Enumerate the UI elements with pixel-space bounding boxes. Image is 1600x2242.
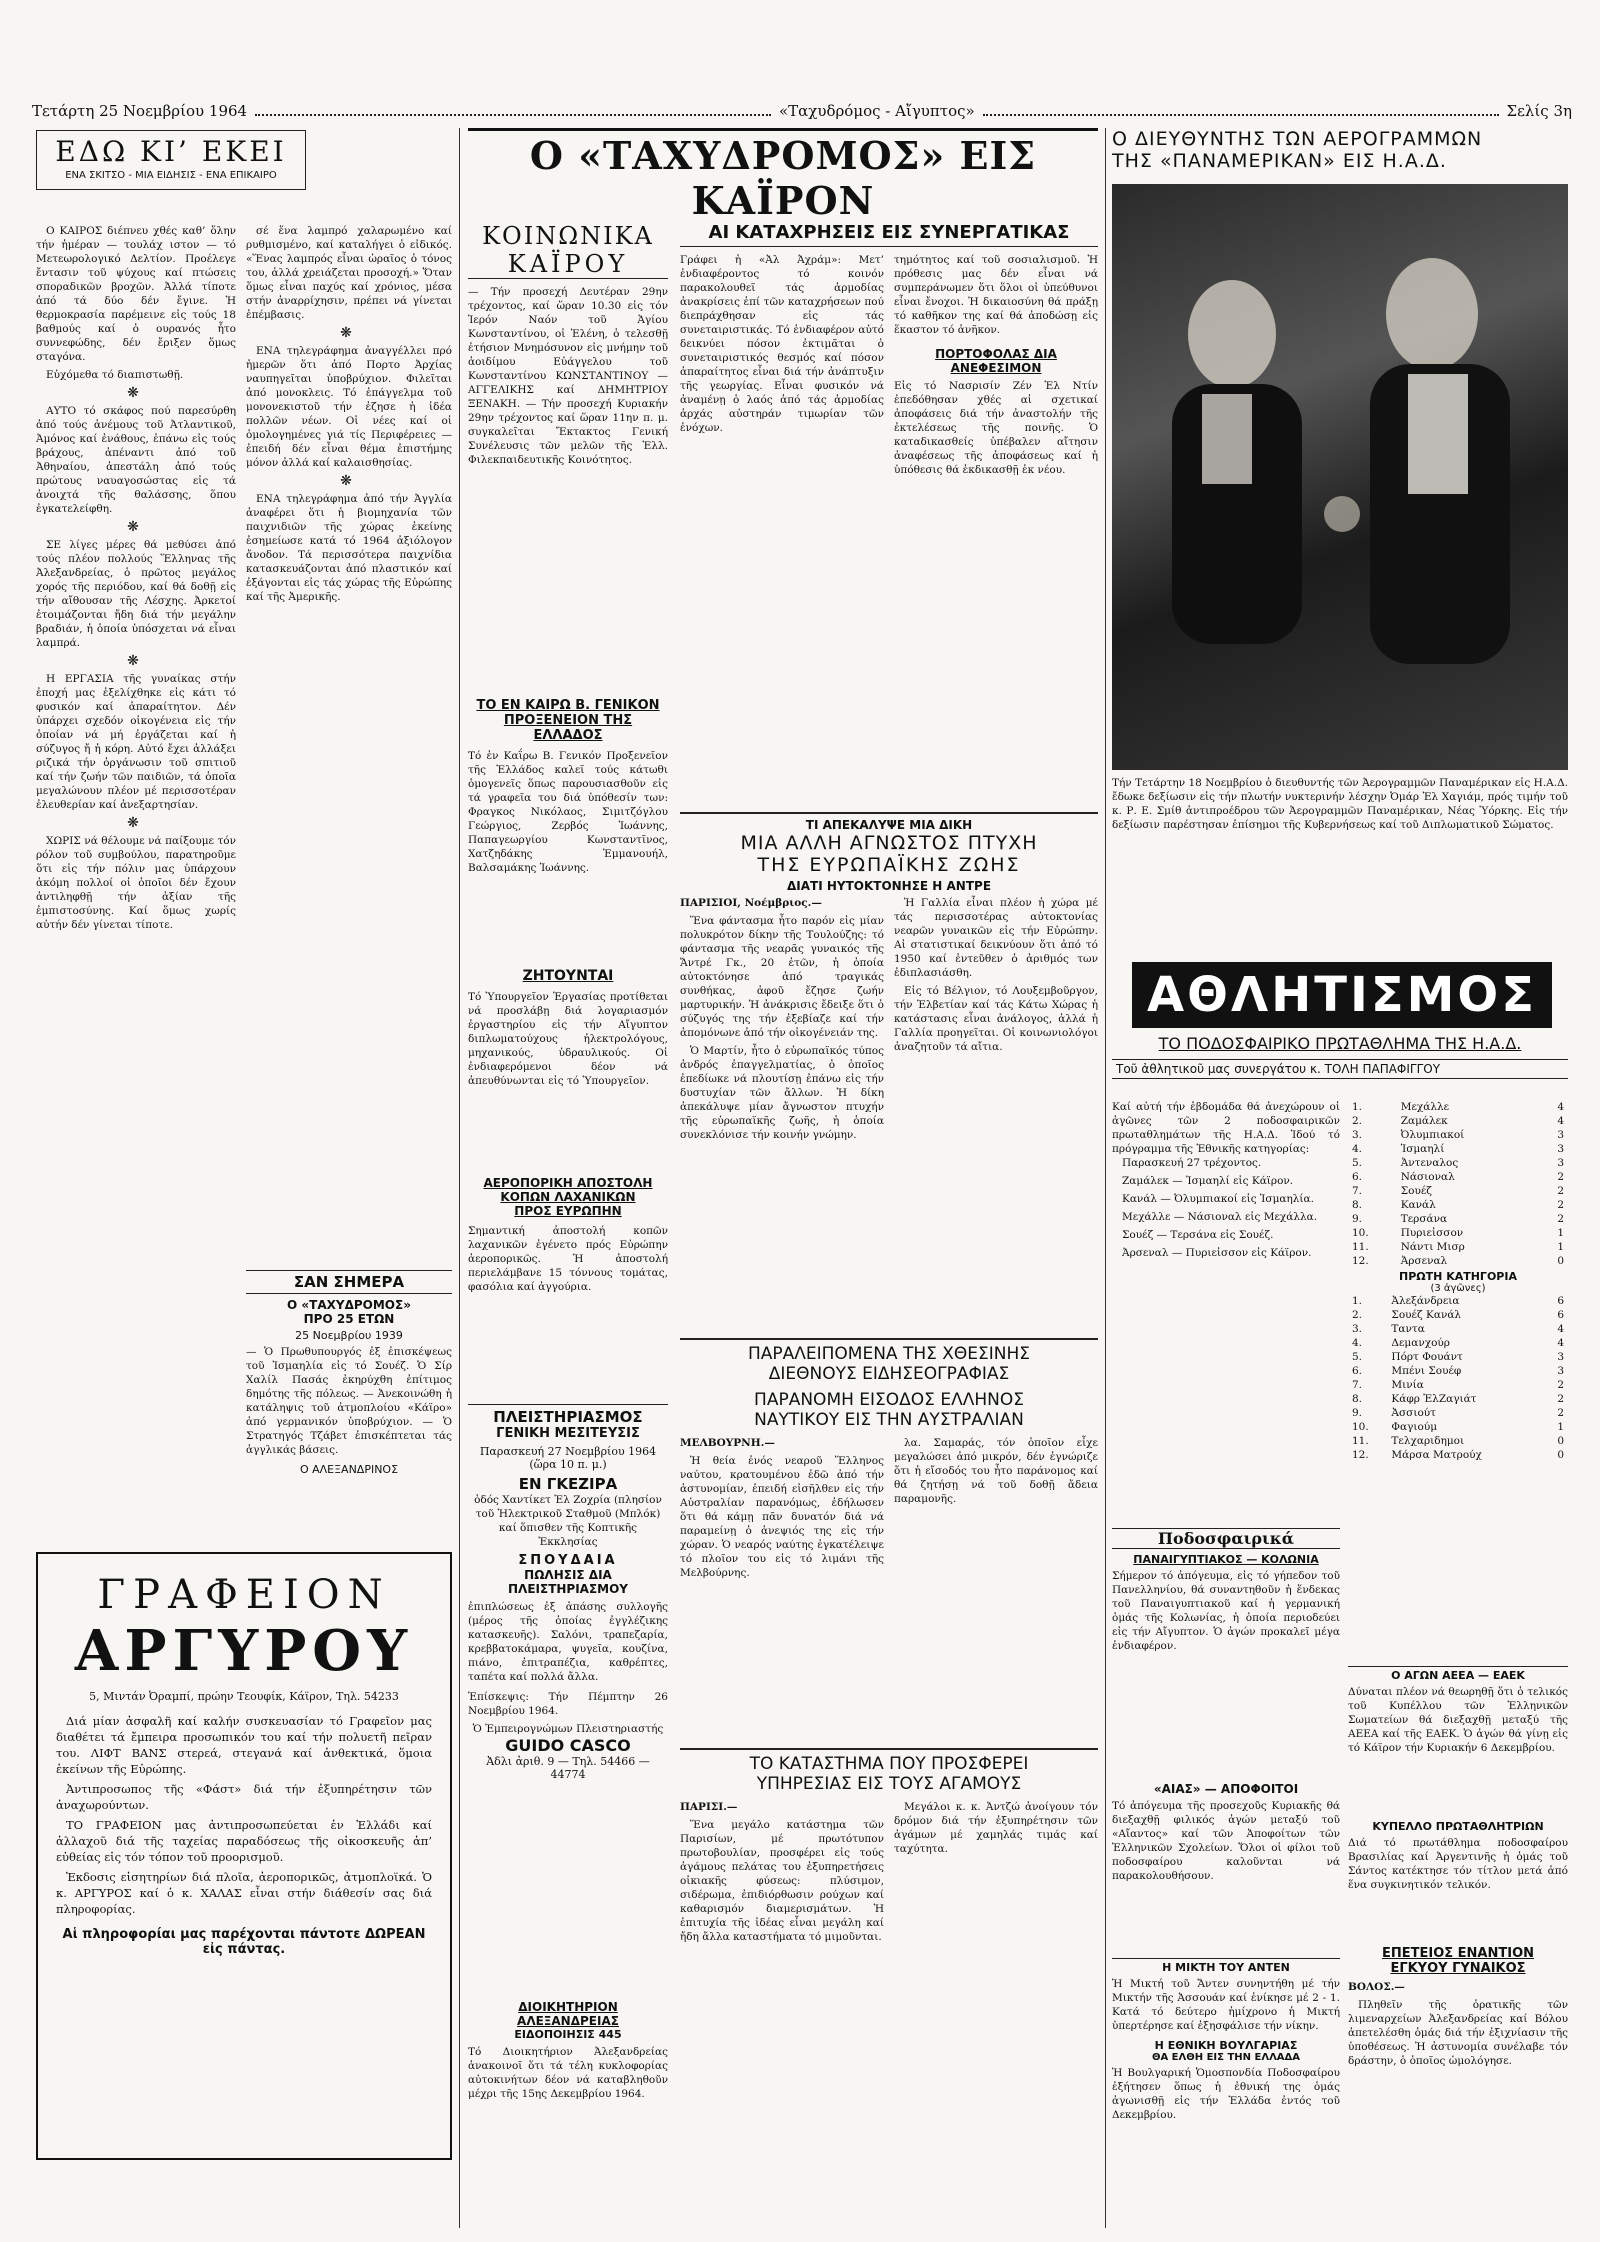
standings-team: Μπένι Σουέφ: [1391, 1365, 1462, 1377]
sports-byline: Τοῦ ἀθλητικοῦ μας συνεργάτου κ. ΤΟΛΗ ΠΑΠΑΦΙΓΓΟΥ: [1112, 1059, 1568, 1079]
standings-row: [1348, 1254, 1568, 1268]
header-paper: «Ταχυδρόμος - Αἴγυπτος»: [778, 102, 975, 120]
standings-team: Φαγιούμ: [1391, 1421, 1438, 1433]
standings-box: [1348, 1100, 1568, 1660]
sports-intro: Καί αὐτή τήν ἑβδομάδα θά ἀνεχώρουν οἱ ἀγῶνες τῶν 2 ποδοσφαιρικῶν πρωταθλημάτων τῆς Η.Α.Δ. Ἰδού τό πρόγραμμα τῆς Ἐθνικῆς κατηγορίας:: [1112, 1101, 1340, 1155]
standings-rank: 7.: [1352, 1185, 1363, 1197]
standings-rank: 12.: [1352, 1449, 1369, 1461]
bulgaria-text: Ἡ Βουλγαρική Ὁμοσπονδία Ποδοσφαίρου ἐξήτησεν ὅπως ἡ ἐθνική της ὁμάς ἀγωνισθῇ εἰς τήν Ἑλλάδα ἐντός τοῦ Δεκεμβρίου.: [1112, 2067, 1340, 2121]
standings-team: Τερσάνα: [1400, 1213, 1448, 1225]
bulgaria-title: Η ΕΘΝΙΚΗ ΒΟΥΛΓΑΡΙΑΣ: [1154, 2039, 1298, 2052]
standings-rank: 10.: [1352, 1421, 1369, 1433]
cooperatives-article: [680, 222, 1098, 802]
standings-team: Κάφρ ἘλΖαγιάτ: [1391, 1393, 1477, 1405]
standings-rank: 7.: [1352, 1379, 1363, 1391]
page-header: [32, 100, 1572, 122]
auction-sale: ΠΩΛΗΣΙΣ ΔΙΑ ΠΛΕΙΣΤΗΡΙΑΣΜΟΥ: [508, 1568, 628, 1596]
standings-team: Ἀσσιούτ: [1391, 1407, 1436, 1419]
store-paragraph: Μεγάλοι κ. κ. Ἀντζώ ἀνοίγουν τόν δρόμον διά τήν ἐξυπηρέτησιν τῶν ἀγάμων μέ χαμηλάς τιμάς καί ταχύτητα.: [894, 1801, 1098, 1855]
standings-row: [1348, 1212, 1568, 1226]
separator-ornament: ❋: [127, 519, 145, 535]
standings-points: 2: [1557, 1379, 1564, 1391]
australia-headline-2: ΝΑΥΤΙΚΟΥ ΕΙΣ ΤΗΝ ΑΥΣΤΡΑΛΙΑΝ: [754, 1410, 1024, 1430]
auction-viewing: Ἐπίσκεψις: Τήν Πέμπτην 26 Νοεμβρίου 1964.: [468, 1691, 668, 1717]
sports-fixtures: [1112, 1100, 1340, 1520]
cooperatives-text: Γράφει ἡ «Ἀλ Ἀχράμ»: Μετ’ ἐνδιαφέροντος τό κοινόν παρακολουθεῖ τάς ἀρμοδίας ἀνακρίσεις ἐπί τῶν καταχρήσεων πού διεπράχθησαν εἰς τάς συνεταιριστικάς. Τό ἐνδιαφέρον αὐτό δεικνύει πόσον ἐκτιμᾶται ὁ συνεταιριστικός θεσμός καί πόσον ἀπαραίτητος εἶναι διά τήν ἀνάπτυξιν τῆς γεωργίας. Εἶναι φυσικόν νά ἀναμένῃ ὁ λαός ἀπό τάς ἁρμοδίας ἀρχάς αὐστηράν τιμωρίαν τῶν ἐνόχων.: [680, 254, 884, 434]
australia-paragraph: Ἡ θεία ἐνός νεαροῦ Ἕλληνος ναύτου, κρατουμένου ἐδῶ ἀπό τήν ἀστυνομίαν, ἐπειδή εἰσῆλθεν εἰς τήν Αὐστραλίαν παρανόμως, ἐδήλωσεν ὅτι θά κάμῃ πᾶν δυνατόν διά νά παραμείνῃ ὁ ἀνεψιός της εἰς τήν χώραν. Ὁ νεαρός ναύτης ἐγκατέλειψε τό πλοῖον του εἰς τό λιμάνι τῆς Μελβούρνης.: [680, 1455, 884, 1579]
adent-text: Ἡ Μικτή τοῦ Ἄντεν συνηντήθη μέ τήν Μικτήν τῆς Ἀσσουάν καί ἐνίκησε μέ 2 - 1. Κατά τό δεύτερο ἡμίχρονο ἡ Μικτή ὑπερτέρησε καί ἐξησφάλισε τήν νίκην.: [1112, 1978, 1340, 2032]
trial-paragraph: Ἡ Γαλλία εἶναι πλέον ἡ χώρα μέ τάς περισσοτέρας αὐτοκτονίας νεαρῶν γυναικῶν εἰς τήν Εὐρώπην. Αἱ στατιστικαί δεικνύουν ὅτι ἀπό τό 1950 καί ἐντεῦθεν ὁ ἀριθμός των ἐδιπλασιάσθη.: [894, 897, 1098, 979]
standings-row: [1348, 1240, 1568, 1254]
standings-points: 0: [1557, 1255, 1564, 1267]
standings-points: 2: [1557, 1171, 1564, 1183]
ad-paragraph: Ἐκδοσις εἰσητηρίων διά πλοῖα, ἀεροπορικῶς, ἀτμοπλοϊκά. Ὁ κ. ΑΡΓΥΡΟΣ καί ὁ κ. ΧΑΛΑΣ εἶναι στήν διάθεσίν σας διά πληροφορίας.: [56, 1870, 432, 1916]
volos-title-2: ΕΓΚΥΟΥ ΓΥΝΑΙΚΟΣ: [1390, 1961, 1526, 1976]
auction-place: ὁδός Χαντίκετ Ἐλ Ζοχρία (πλησίον τοῦ Ἠλεκτρικοῦ Σταθμοῦ (Μπλόκ) καί ὅπισθεν τῆς Κοπτικῆς Ἐκκλησίας: [474, 1494, 662, 1548]
trial-article: [680, 812, 1098, 1332]
standings-team: Ζαμάλεκ: [1400, 1115, 1448, 1127]
column-rule: [1105, 128, 1106, 2228]
ad-footer: Αἱ πληροφορίαι μας παρέχονται πάντοτε ΔΩΡΕΑΝ εἰς πάντας.: [62, 1927, 426, 1957]
standings-points: 3: [1557, 1157, 1564, 1169]
standings-rank: 10.: [1352, 1227, 1369, 1239]
paragraph: σέ ἕνα λαμπρό χαλαρωμένο καί ρυθμισμένο, καί καταλήγει ὁ εἰδικός. «Ἕνας λαμπρός εἶναι ὡραῖος ὁ τόνος του, ἀλλά χρειάζεται προσοχή.» Ὅταν ὅμως εἶναι παχύς καί χρόνιος, μέσα στήν ἀναρρίχησιν, πρέπει νά γίνεται ἐπέμβασις.: [246, 225, 452, 321]
trial-paragraph: Εἰς τό Βέλγιον, τό Λουξεμβοῦργον, τήν Ἑλβετίαν καί τάς Κάτω Χώρας ἡ κατάστασις εἶναι ἀνάλογος, ἀλλά ἡ Γαλλία προηγεῖται. Οἱ κοινωνιολόγοι ἀναζητοῦν τά αἴτια.: [894, 985, 1098, 1053]
standings-row: [1348, 1226, 1568, 1240]
international-news-article: [680, 1338, 1098, 1738]
volos-article: [1348, 1946, 1568, 2208]
standings-points: 3: [1557, 1129, 1564, 1141]
paragraph: ΑΥΤΟ τό σκάφος πού παρεσύρθη ἀπό τούς ἀνέμους τοῦ Ἀτλαντικοῦ, Ἀμόνος καί ἐνάθους, ἐπάνω εἰς τούς βράχους, ἀπέναντι ἀπό τοῦ Ἀθηναίου, ἀπεστάλη ἀπό τούς πρώτους ναυαγοσώστας εἰς τά ἀνοιχτά τῆς θαλάσσης, ὅπου ἐγκατελείφθη.: [36, 405, 236, 515]
air-freight-text: Σημαντική ἀποστολή κοπῶν λαχανικῶν ἐγένετο πρός Εὐρώπην ἀεροπορικῶς. Ἡ ἀποστολή περιελάμβανε 15 τόννους τομάτας, φασόλια καί ἀγγούρια.: [468, 1225, 668, 1293]
aeea-text: Δύναται πλέον νά θεωρηθῇ ὅτι ὁ τελικός τοῦ Κυπέλλου τῶν Ἑλληνικῶν Σωματείων θά διεξαχθῇ μεταξύ τῆς ΑΕΕΑ καί τῆς ΕΑΕΚ. Ὁ ἀγών θά γίνῃ εἰς τό Κάϊρον τήν Κυριακήν 6 Δεκεμβρίου.: [1348, 1686, 1568, 1754]
match-title: ΠΑΝΑΙΓΥΠΤΙΑΚΟΣ — ΚΟΛΩΝΙΑ: [1133, 1553, 1319, 1566]
standings-team: Μεχάλλε: [1400, 1101, 1450, 1113]
header-page-number: Σελίς 3η: [1506, 102, 1572, 120]
wanted-text: Τό Ὑπουργεῖον Ἐργασίας προτίθεται νά προσλάβῃ διά λογαριασμόν ἐργαστηρίου εἰς τήν Αἴγυπτον διπλωματούχους ἠλεκτρολόγους, μηχανικούς, ὑδραυλικούς. Οἱ ἐνδιαφερόμενοι δέον νά ἀπευθύνωνται εἰς τό Ὑπουργεῖον.: [468, 991, 668, 1087]
standings-row: [1348, 1100, 1568, 1114]
standings-rank: 5.: [1352, 1157, 1363, 1169]
standings-row: [1348, 1128, 1568, 1142]
fixture-item: Σουέζ — Τερσάνα εἰς Σουέζ.: [1122, 1229, 1274, 1241]
standings-row: [1348, 1156, 1568, 1170]
paragraph: Ο ΚΑΙΡΟΣ διέπνευ χθές καθ’ ὅλην τήν ἡμέραν — τουλάχ ιστον — τό Μετεωρολογικό Δελτίον. Προέλεγε ἔντασιν τοῦ ψύχους καί πτώσεις σποραδικῶν βροχῶν. Ἀλλά τίποτε ἀπό τά δύο δέν ἔγινε. Ἡ θερμοκρασία παρέμεινε εἰς τούς 18 βαθμούς καί ὁ ουρανός ἦτο συννεφώδης, δέν ἔριξεν ὅμως σταγόνα.: [36, 225, 236, 363]
standings-team: Νάντι Μισρ: [1400, 1241, 1465, 1253]
store-article: [680, 1748, 1098, 2188]
standings-row: [1348, 1378, 1568, 1392]
panam-title: Ο ΔΙΕΥΘΥΝΤΗΣ ΤΩΝ ΑΕΡΟΓΡΑΜΜΩΝ: [1112, 128, 1483, 150]
standings-team: Ὀλυμπιακοί: [1400, 1129, 1465, 1141]
consulate-box: [468, 698, 668, 958]
store-dateline: ΠΑΡΙΣΙ.—: [680, 1801, 738, 1813]
air-freight-box: [468, 1176, 668, 1396]
standings-row: [1348, 1364, 1568, 1378]
fixture-item: Παρασκευή 27 τρέχοντος.: [1122, 1157, 1262, 1169]
aias-article: [1112, 1782, 1340, 1952]
standings-points: 1: [1557, 1227, 1564, 1239]
separator-ornament: ❋: [340, 473, 358, 489]
standings-team: Ἀρσεναλ: [1400, 1255, 1448, 1267]
ad-paragraph: ΤΟ ΓΡΑΦΕΙΟΝ μας ἀντιπροσωπεύεται ἐν Ἑλλάδι καί ἀλλαχοῦ διά τῆς ταχείας παραδόσεως τῆς οἰκοσκευῆς ἀπ’ εὐθείας εἰς τόν τόπον τοῦ προορισμοῦ.: [56, 1818, 432, 1864]
standings-title: ΠΡΩΤΗ ΚΑΤΗΓΟΡΙΑ: [1399, 1270, 1517, 1283]
fixture-item: Μεχάλλε — Νάσιοναλ εἰς Μεχάλλα.: [1122, 1211, 1318, 1223]
standings-points: 4: [1557, 1323, 1564, 1335]
trial-paragraph: Ἕνα φάντασμα ἦτο παρόν εἰς μίαν πολυκρότον δίκην τῆς Τουλούζης: τό φάντασμα τῆς νεαρᾶς γυναικός τῆς Ἄντρέ Γκ., 20 ἐτῶν, ἡ ὁποία αὐτοκτόνησε ἀπό τραγικάς συνθήκας, ἀφοῦ ἔζησε ζωήν μαρτυρικήν. Ἡ ἀνάκρισις ἔδειξε ὅτι ὁ σύζυγός της τήν ἐξεβίαζε καί τήν ἀπομόνωνε ἀπό τήν οἰκογένειάν της.: [680, 915, 884, 1039]
store-paragraph: Ἕνα μεγάλο κατάστημα τῶν Παρισίων, μέ πρωτότυπον πρωτοβουλίαν, προσφέρει εἰς τούς ἀγάμους πελάτας του ἐξυπηρετήσεις οἰκιακῆς φύσεως: πλύσιμον, σιδέρωμα, ἐπιδιόρθωσιν ρούχων καί καθαρισμόν διαμερισμάτων. Ἡ ἐπιτυχία τῆς ἰδέας εἶναι μεγάλη καί ἤδη ἄλλα καταστήματα τό μιμοῦνται.: [680, 1819, 884, 1943]
fixtures-list: [1112, 1156, 1340, 1260]
standings-team: Σουέζ Κανάλ: [1391, 1309, 1462, 1321]
auction-when: Παρασκευή 27 Νοεμβρίου 1964 (ὥρα 10 π. μ.): [479, 1445, 657, 1471]
australia-dateline: ΜΕΛΒΟΥΡΝΗ.—: [680, 1437, 775, 1449]
standings-team: Μάρσα Ματρούχ: [1391, 1449, 1482, 1461]
consulate-title: ΤΟ ΕΝ ΚΑΪΡΩ Β. ΓΕΝΙΚΟΝ: [476, 698, 660, 713]
paragraph: ΧΩΡΙΣ νά θέλουμε νά παίξουμε τόν ρόλον τοῦ συμβούλου, παρατηροῦμε ὅτι εἰς τήν πόλιν μας ὑπάρχουν ἀκόμη πολλοί οἱ ὁποῖοι δέν ἔχουν ἀντιληφθῇ τήν ἀξίαν τῆς ἐμπιστοσύνης. Καί ὅμως χωρίς αὐτήν δέν γίνεται τίποτε.: [36, 835, 236, 931]
standings-subtitle: (3 ἀγῶνες): [1430, 1283, 1486, 1294]
auction-subtitle: ΓΕΝΙΚΗ ΜΕΣΙΤΕΥΣΙΣ: [496, 1426, 640, 1441]
football-news: [1112, 1528, 1340, 1778]
standings-points: 1: [1557, 1241, 1564, 1253]
standings-table-2: [1348, 1294, 1568, 1462]
panam-title-2: ΤΗΣ «ΠΑΝΑΜΕΡΙΚΑΝ» ΕΙΣ Η.Α.Δ.: [1112, 150, 1447, 172]
international-news-title: ΠΑΡΑΛΕΙΠΟΜΕΝΑ ΤΗΣ ΧΘΕΣΙΝΗΣ: [680, 1338, 1098, 1364]
auctioneer-name: GUIDO CASCO: [505, 1736, 631, 1755]
standings-rank: 3.: [1352, 1323, 1363, 1335]
on-this-day-box: [246, 1270, 452, 1530]
aias-text: Τό ἀπόγευμα τῆς προσεχοῦς Κυριακῆς θά διεξαχθῇ φιλικός ἀγών μεταξύ τοῦ «Αἴαντος» καί τῶν Ἀποφοίτων τῶν Ἑλληνικῶν Σχολείων. Ὅλοι οἱ φίλοι τοῦ ποδοσφαίρου καλοῦνται νά παρακολουθήσουν.: [1112, 1800, 1340, 1882]
football-news-title: Ποδοσφαιρικά: [1112, 1528, 1340, 1549]
trial-title: ΜΙΑ ΑΛΛΗ ΑΓΝΩΣΤΟΣ ΠΤΥΧΗ: [740, 832, 1038, 854]
portfolio-title: ΠΟΡΤΟΦΟΛΑΣ ΔΙΑ ΑΝΕΦΕΣΙΜΟΝ: [935, 347, 1057, 375]
standings-rank: 5.: [1352, 1351, 1363, 1363]
wanted-title: ΖΗΤΟΥΝΤΑΙ: [522, 968, 614, 984]
auction-box: [468, 1404, 668, 1994]
standings-row: [1348, 1406, 1568, 1420]
standings-rank: 11.: [1352, 1241, 1369, 1253]
trial-dateline: ΠΑΡΙΣΙΟΙ, Νοέμβριος.—: [680, 897, 822, 909]
standings-rank: 3.: [1352, 1129, 1363, 1141]
trial-paragraph: Ὁ Μαρτίν, ἦτο ὁ εὐρωπαϊκός τύπος ἀνδρός ἐπαγγελματίας, ὁ ὁποῖος ἐπεδίωκε νά πλουτίσῃ ἐπάνω εἰς τήν δυστυχίαν τῶν ἄλλων. Ἡ δίκη ἀπεκάλυψε μίαν ἄγνωστον πτυχήν τῆς εὐρωπαϊκῆς ζωῆς, ἡ ὁποία συνεκλόνισε τήν κοινήν γνώμην.: [680, 1045, 884, 1141]
auctioneer-phone: Ἀδλι ἀριθ. 9 — Τηλ. 54466 — 44774: [486, 1755, 650, 1781]
cup-title: ΚΥΠΕΛΛΟ ΠΡΩΤΑΘΛΗΤΡΙΩΝ: [1372, 1820, 1544, 1833]
standings-row: [1348, 1336, 1568, 1350]
masthead-box: [468, 128, 1098, 218]
section-subtitle: ΕΝΑ ΣΚΙΤΣΟ - ΜΙΑ ΕΙΔΗΣΙΣ - ΕΝΑ ΕΠΙΚΑΙΡΟ: [65, 170, 277, 181]
social-news-title: ΚΟΙΝΩΝΙΚΑ: [482, 222, 654, 250]
section-title-box: [36, 130, 306, 190]
standings-team: Ἀντεναλος: [1400, 1157, 1459, 1169]
standings-points: 3: [1557, 1143, 1564, 1155]
separator-ornament: ❋: [340, 325, 358, 341]
standings-points: 3: [1557, 1365, 1564, 1377]
article-column: [246, 224, 452, 1264]
standings-points: 2: [1557, 1393, 1564, 1405]
standings-rank: 12.: [1352, 1255, 1369, 1267]
standings-row: [1348, 1434, 1568, 1448]
consulate-subtitle: ΠΡΟΞΕΝΕΙΟΝ ΤΗΣ ΕΛΛΑΔΟΣ: [503, 713, 633, 743]
auction-auctioneer: Ὁ Ἐμπειρογνώμων Πλειστηριαστής: [472, 1723, 664, 1735]
match-text: Σήμερον τό ἀπόγευμα, εἰς τό γήπεδον τοῦ Πανελληνίου, θά συναντηθοῦν ἡ ἕνδεκας τοῦ Παναιγυπτιακοῦ καί ἡ γερμανική ὁμάς τῆς Κολωνίας, ἡ ὁποία περιοδεύει εἰς τήν Αἴγυπτον. Ὁ ἀγών προκαλεῖ μέγα ἐνδιαφέρον.: [1112, 1570, 1340, 1652]
standings-row: [1348, 1170, 1568, 1184]
standings-points: 2: [1557, 1407, 1564, 1419]
panam-headline: [1112, 128, 1568, 180]
ad-title-line2: ΑΡΓΥΡΟΥ: [74, 1618, 414, 1684]
bulgaria-subtitle: ΘΑ ΕΛΘΗ ΕΙΣ ΤΗΝ ΕΛΛΑΔΑ: [1151, 2052, 1301, 2063]
standings-row: [1348, 1308, 1568, 1322]
advertisement-argyrou: [36, 1552, 452, 2160]
standings-team: Πυριεἰσσον: [1400, 1227, 1464, 1239]
paragraph: Εὐχόμεθα τό διαπιστωθῇ.: [46, 369, 184, 381]
ad-title-line1: ΓΡΑΦΕΙΟΝ: [97, 1572, 391, 1618]
on-this-day-date: 25 Νοεμβρίου 1939: [295, 1329, 403, 1342]
standings-team: Δεμανχούρ: [1391, 1337, 1450, 1349]
store-title-2: ΥΠΗΡΕΣΙΑΣ ΕΙΣ ΤΟΥΣ ΑΓΑΜΟΥΣ: [756, 1774, 1022, 1794]
standings-points: 2: [1557, 1199, 1564, 1211]
international-news-title-2: ΔΙΕΘΝΟΥΣ ΕΙΔΗΣΕΟΓΡΑΦΙΑΣ: [768, 1364, 1010, 1384]
paragraph: ΣΕ λίγες μέρες θά μεθύσει ἀπό τούς πλέον πολλούς Ἕλληνας τῆς Ἀλεξανδρείας, ὁ πρῶτος μεγάλος χορός τῆς περιόδου, καί θά δοθῇ εἰς τήν αἴθουσαν τῆς Λέσχης. Ἀρκετοί ἐτοιμάζονται ἤδη διά τήν μεγάλην βραδιάν, ἡ ὁποία ὑπόσχεται νά εἶναι λαμπρά.: [36, 539, 236, 649]
cooperatives-text-2: τημότητος καί τοῦ σοσιαλισμοῦ. Ἡ πρόθεσις μας δέν εἶναι νά συμπεράνωμεν ὅτι ὅλοι οἱ ὑπεύθυνοι εἶναι ἔνοχοι. Ἡ δικαιοσύνη θά πράξῃ τό καθῆκον της καί θά ἀποδώσῃ εἰς ἕκαστον τό ἀνῆκον.: [894, 254, 1098, 336]
signature: Ο ΑΛΕΞΑΝΔΡΙΝΟΣ: [299, 1463, 399, 1476]
standings-points: 6: [1557, 1295, 1564, 1307]
article-column: [36, 224, 236, 1434]
standings-row: [1348, 1294, 1568, 1308]
volos-text: Πληθεῖν τῆς ὀρατικῆς τῶν λιμεναρχείων Ἀλεξανδρείας καί Βόλου ἀπετελέσθη ὁμάς διά τήν ἐξιχνίασιν τῆς ὑποθέσεως. Ἡ ἀστυνομία συνέλαβε τόν δράστην, ὁ ὁποῖος ὡμολόγησε.: [1348, 1999, 1568, 2067]
standings-rank: 9.: [1352, 1213, 1363, 1225]
standings-row: [1348, 1420, 1568, 1434]
adent-article: [1112, 1958, 1340, 2208]
standings-team: Πόρτ Φουάντ: [1391, 1351, 1463, 1363]
paragraph: ΕΝΑ τηλεγράφημα ἀναγγέλλει πρό ἡμερῶν ὅτι ἀπό Πορτο Ἀρχίας ναυπηγεῖται ὑποβρύχιον. Φιλεῖται ἀπό μονοκλεις. Τό ἐπάγγελμα τοῦ μονονεκιστοῦ τήν ἐζησε ἡ ἰδέα πολλῶν νέων. Οἱ νέες καί οἱ ὁμολογημένες γιά τίς Περιφέρειες — ἐπειδή δέν εἶναι θέμα ἐπιστήμης μόνον ἀλλά καί καλαισθησίας.: [246, 345, 452, 469]
masthead-title: Ο «ΤΑΧΥΔΡΟΜΟΣ» ΕΙΣ ΚΑΪΡΟΝ: [468, 128, 1098, 218]
standings-rank: 4.: [1352, 1337, 1363, 1349]
ad-address: 5, Μιντάν Ὀραμπί, πρώην Τεουφίκ, Κάϊρον, Τηλ. 54233: [89, 1690, 399, 1703]
adent-title: Η ΜΙΚΤΗ ΤΟΥ ΑΝΤΕΝ: [1112, 1958, 1340, 1974]
standings-rank: 8.: [1352, 1393, 1363, 1405]
aias-title: «ΑΙΑΣ» — ΑΠΟΦΟΙΤΟΙ: [1153, 1782, 1299, 1796]
column-rule: [459, 128, 460, 2228]
trial-subtitle: ΔΙΑΤΙ ΗΥΤΟΚΤΟΝΗΣΕ Η ΑΝΤΡΕ: [786, 879, 992, 893]
trial-kicker: ΤΙ ΑΠΕΚΑΛΥΨΕ ΜΙΑ ΔΙΚΗ: [680, 812, 1098, 832]
wanted-box: [468, 968, 668, 1168]
social-news-text: — Τήν προσεχή Δευτέραν 29ην τρέχοντος, καί ὥραν 10.30 εἰς τόν Ἱερόν Ναόν τοῦ Ἁγίου Κωνσταντίνου, οἱ Ἐλένη, ὁ τελεσθῇ ἐτήσιον Μνημόσυνον εἰς μνήμην τοῦ ἀοιδίμου Εὐάγγελου τοῦ Κωνσταντίνου ΚΩΝΣΤΑΝΤΙΝΟΥ — ΑΓΓΕΛΙΚΗΣ καί ΔΗΜΗΤΡΙΟΥ ΞΕΝΑΚΗ. — Τήν προσεχή Κυριακήν 29ην τρέχοντος καί ὥραν 11ην π. μ. συγκαλεῖται Ἔκτακτος Γενική Συνέλευσις τῶν μελῶν τῆς Ἑλλ. Φιλεκπαιδευτικῆς Κοινότητος.: [468, 286, 668, 466]
section-title: ΕΔΩ ΚΙ’ ΕΚΕΙ: [55, 135, 287, 168]
standings-points: 4: [1557, 1337, 1564, 1349]
standings-team: Σουέζ: [1400, 1185, 1432, 1197]
standings-rank: 4.: [1352, 1143, 1363, 1155]
fixture-item: Ἀρσεναλ — Πυριεἰσσον εἰς Κάϊρον.: [1122, 1247, 1312, 1259]
cup-article: [1348, 1820, 1568, 1940]
standings-team: Νάσιοναλ: [1400, 1171, 1455, 1183]
standings-points: 4: [1557, 1115, 1564, 1127]
standings-rank: 6.: [1352, 1171, 1363, 1183]
social-news-box: [468, 222, 668, 692]
air-freight-title: ΑΕΡΟΠΟΡΙΚΗ ΑΠΟΣΤΟΛΗ: [483, 1176, 653, 1190]
standings-points: 4: [1557, 1101, 1564, 1113]
aeea-article: [1348, 1666, 1568, 1816]
consulate-text: Τό ἐν Καΐρω Β. Γενικόν Προξενεῖον τῆς Ἑλλάδος καλεῖ τούς κάτωθι ὁμογενεῖς ὅπως παρουσιασθοῦν εἰς τά γραφεῖα του διά ὑπόθεσίν των: Φραγκος Νικόλαος, Σιμιτζόγλου Γεώργιος, Ζερβός Ἰωάννης, Παπαγεωργίου Κωνσταντῖνος, Χατζηδάκης Ἐμμανουήλ, Βαλσαμάκης Ἰωάννης.: [468, 750, 668, 874]
portfolio-text: Εἰς τό Νασρισίν Ζέν Ἐλ Ντίν ἐπεδόθησαν χθές αἱ σχετικαί ἀποφάσεις διά τήν ἀναστολήν τῆς ἐκτελέσεως τῆς ποινῆς. Ὁ καταδικασθείς ὑπέβαλεν αἴτησιν ἀναφέσεως τῆς ἀποφάσεως καί ἡ ὑπόθεσις θά ἐκδικασθῇ ἐκ νέου.: [894, 380, 1098, 476]
australia-headline: ΠΑΡΑΝΟΜΗ ΕΙΣΟΔΟΣ ΕΛΛΗΝΟΣ: [754, 1390, 1024, 1410]
auction-title: ΠΛΕΙΣΤΗΡΙΑΣΜΟΣ: [468, 1404, 668, 1426]
separator-ornament: ❋: [127, 653, 145, 669]
standings-rank: 2.: [1352, 1309, 1363, 1321]
standings-row: [1348, 1350, 1568, 1364]
fixture-item: Κανάλ — Ὀλυμπιακοί εἰς Ἰσμαηλία.: [1122, 1193, 1314, 1205]
sports-banner: ΑΘΛΗΤΙΣΜΟΣ: [1132, 962, 1552, 1028]
on-this-day-paper: Ο «ΤΑΧΥΔΡΟΜΟΣ»: [287, 1298, 411, 1312]
separator-ornament: ❋: [127, 385, 145, 401]
standings-team: Ἀλεξάνδρεια: [1391, 1295, 1460, 1307]
standings-team: Τελχαριδημοι: [1391, 1435, 1465, 1447]
standings-points: 1: [1557, 1421, 1564, 1433]
standings-team: Κανάλ: [1400, 1199, 1436, 1211]
administration-text: Τό Διοικητήριον Ἀλεξανδρείας ἀνακοινοῖ ὅτι τά τέλη κυκλοφορίας αὐτοκινήτων δέον νά καταβληθοῦν μέχρι τῆς 15ης Δεκεμβρίου 1964.: [468, 2046, 668, 2100]
standings-rank: 11.: [1352, 1435, 1369, 1447]
standings-team: Ἰσμαηλί: [1400, 1143, 1445, 1155]
ad-paragraph: Διά μίαν ἀσφαλῆ καί καλήν συσκευασίαν τό Γραφεῖον μας διαθέτει τά ἔμπειρα προσωπικόν του καί τήν πολυετῆ πεῖραν του. ΛΙΦΤ ΒΑΝΣ στερεά, στεγανά καί ἀνθεκτικά, ὅμοια ἐκείνων τῆς Εὐρώπης.: [56, 1714, 432, 1776]
standings-team: Μινία: [1391, 1379, 1424, 1391]
store-title: ΤΟ ΚΑΤΑΣΤΗΜΑ ΠΟΥ ΠΡΟΣΦΕΡΕΙ: [680, 1748, 1098, 1774]
panam-photo: [1112, 184, 1568, 770]
ad-body: [56, 1713, 432, 1917]
auction-place-title: ΕΝ ΓΚΕΖΙΡΑ: [518, 1475, 618, 1493]
air-freight-title3: ΠΡΟΣ ΕΥΡΩΠΗΝ: [514, 1204, 622, 1218]
on-this-day-title: ΣΑΝ ΣΗΜΕΡΑ: [246, 1270, 452, 1294]
trial-title-2: ΤΗΣ ΕΥΡΩΠΑΪΚΗΣ ΖΩΗΣ: [757, 854, 1021, 876]
standings-row: [1348, 1392, 1568, 1406]
standings-rank: 9.: [1352, 1407, 1363, 1419]
volos-dateline: ΒΟΛΟΣ.—: [1348, 1981, 1405, 1993]
social-news-subtitle: ΚΑΪΡΟΥ: [468, 250, 668, 279]
sports-title: ΤΟ ΠΟΔΟΣΦΑΙΡΙΚΟ ΠΡΩΤΑΘΛΗΜΑ ΤΗΣ Η.Α.Δ.: [1158, 1034, 1522, 1053]
sports-title-box: [1112, 1034, 1568, 1096]
standings-points: 0: [1557, 1435, 1564, 1447]
standings-points: 2: [1557, 1185, 1564, 1197]
administration-box: [468, 2000, 668, 2200]
ad-paragraph: Ἀντιπροσωπος τῆς «Φάστ» διά τήν ἐξυπηρέτησιν τῶν ἀναχωρούντων.: [56, 1782, 432, 1812]
on-this-day-text: — Ὁ Πρωθυπουργός ἐξ ἐπισκέψεως τοῦ Ἰσμαηλία εἰς τό Σουέζ. Ὁ Σίρ Χαλίλ Πασάς ἐκηρύχθη ἐπίτιμος δημότης τῆς πόλεως. — Ἀνεκοινώθη ἡ κατάληψις τοῦ ἀτμοπλοίου «Κάϊρο» ἀπό γερμανικόν ὑποβρύχιον. — Ὁ Στρατηγός Τζάβετ ἐπισκέπτεται τάς ἀγγλικάς βάσεις.: [246, 1346, 452, 1456]
australia-paragraph: λα. Σαμαράς, τόν ὁποῖον εἶχε μεγαλώσει ἀπό μικρόν, δέν ἐγνώριζε ὅτι ἡ εἴσοδός του ἦτο παράνομος καί θά ζητήσῃ νά τοῦ δοθῇ ἄδεια παραμονῆς.: [894, 1437, 1098, 1505]
administration-title: ΔΙΟΙΚΗΤΗΡΙΟΝ ΑΛΕΞΑΝΔΡΕΙΑΣ: [517, 2000, 619, 2028]
fixture-item: Ζαμάλεκ — Ἰσμαηλί εἰς Κάϊρον.: [1122, 1175, 1294, 1187]
standings-rank: 8.: [1352, 1199, 1363, 1211]
auction-items: ἐπιπλώσεως ἐξ ἁπάσης συλλογῆς (μέρος τῆς ὁποίας ἐγγλέζικης κατασκευῆς). Σαλόνι, τραπεζαρία, κρεββατοκάμαρα, ψυγεῖα, κουζίνα, πιάνο, ἐπιτραπέζια, καθρέπτες, ταπέτα καί πολλά ἄλλα.: [468, 1601, 668, 1683]
standings-points: 6: [1557, 1309, 1564, 1321]
standings-row: [1348, 1198, 1568, 1212]
standings-table: [1348, 1100, 1568, 1268]
standings-points: 2: [1557, 1213, 1564, 1225]
standings-points: 3: [1557, 1351, 1564, 1363]
panam-caption: Τήν Τετάρτην 18 Νοεμβρίου ὁ διευθυντής τῶν Ἀερογραμμῶν Παναμέρικαν εἰς Η.Α.Δ. ἔδωκε δεξίωσιν εἰς τήν πλωτήν νυκτερινήν λέσχην Ὀμάρ Ἐλ Χαγιάμ, πρός τιμήν τοῦ κ. Ρ. Ε. Σμίθ ἀντιπροέδρου τῶν Ἀερογραμμῶν Παναμέρικαν, Νέας Ὑόρκης. Εἰς τήν δεξίωσιν παρέστησαν ἐπίσημοι τῆς Κυβερνήσεως καί τοῦ Διπλωματικοῦ Σώματος.: [1112, 777, 1568, 831]
photo-silhouettes: [1112, 184, 1568, 770]
cup-text: Διά τό πρωτάθλημα ποδοσφαίρου Βρασιλίας καί Ἀργεντινῆς ἡ ὁμάς τοῦ Σάντος κατέκτησε τόν τίτλον μετά ἀπό ἕνα συγκινητικόν τελικόν.: [1348, 1837, 1568, 1891]
paragraph: ΕΝΑ τηλεγράφημα ἀπό τήν Ἀγγλία ἀναφέρει ὅτι ἡ βιομηχανία τῶν παιχνιδιῶν τῆς χώρας ἐκείνης ἐσημείωσε κατά τό 1964 ἀξιόλογον ἄνοδον. Τά περισσότερα παιχνίδια κατασκευάζονται ἀπό πλαστικόν καί ἐξάγονται εἰς τάς χώρας τῆς Εὐρώπης καί τῆς Ἀμερικῆς.: [246, 493, 452, 603]
standings-row: [1348, 1448, 1568, 1462]
separator-ornament: ❋: [127, 815, 145, 831]
standings-row: [1348, 1114, 1568, 1128]
standings-row: [1348, 1322, 1568, 1336]
standings-points: 0: [1557, 1449, 1564, 1461]
volos-title: ΕΠΕΤΕΙΟΣ ΕΝΑΝΤΙΟΝ: [1381, 1946, 1535, 1961]
standings-row: [1348, 1142, 1568, 1156]
standings-rank: 2.: [1352, 1115, 1363, 1127]
standings-rank: 1.: [1352, 1101, 1363, 1113]
auction-important: ΣΠΟΥΔΑΙΑ: [518, 1553, 618, 1568]
paragraph: Η ΕΡΓΑΣΙΑ τῆς γυναίκας στήν ἐποχή μας ἐξελίχθηκε εἰς κάτι τό φυσικόν καί ἀπαραίτητον. Δέν ὑπάρχει σχεδόν οἰκογένεια εἰς τήν ὁποίαν νά μή ἐργάζεται καί ἡ σύζυγος ἤ ἡ κόρη. Αὐτό ἔχει ἀλλάξει ριζικά τήν ὀργάνωσιν τοῦ σπιτιοῦ καί τήν ζωήν τῶν παιδιῶν, τά ὁποῖα μεγαλώνουν πλέον μέ περισσοτέραν ἐλευθερίαν καί ἀνεξαρτησίαν.: [36, 673, 236, 811]
administration-subtitle: ΕΙΔΟΠΟΙΗΣΙΣ 445: [514, 2028, 622, 2041]
aeea-title: Ο ΑΓΩΝ ΑΕΕΑ — ΕΑΕΚ: [1348, 1666, 1568, 1682]
air-freight-title2: ΚΟΠΩΝ ΛΑΧΑΝΙΚΩΝ: [500, 1190, 636, 1204]
on-this-day-years: ΠΡΟ 25 ΕΤΩΝ: [303, 1312, 395, 1326]
cooperatives-title: ΑΙ ΚΑΤΑΧΡΗΣΕΙΣ ΕΙΣ ΣΥΝΕΡΓΑΤΙΚΑΣ: [680, 222, 1098, 247]
standings-team: Ταντα: [1391, 1323, 1425, 1335]
standings-rank: 6.: [1352, 1365, 1363, 1377]
standings-rank: 1.: [1352, 1295, 1363, 1307]
standings-row: [1348, 1184, 1568, 1198]
header-date: Τετάρτη 25 Νοεμβρίου 1964: [32, 102, 248, 120]
